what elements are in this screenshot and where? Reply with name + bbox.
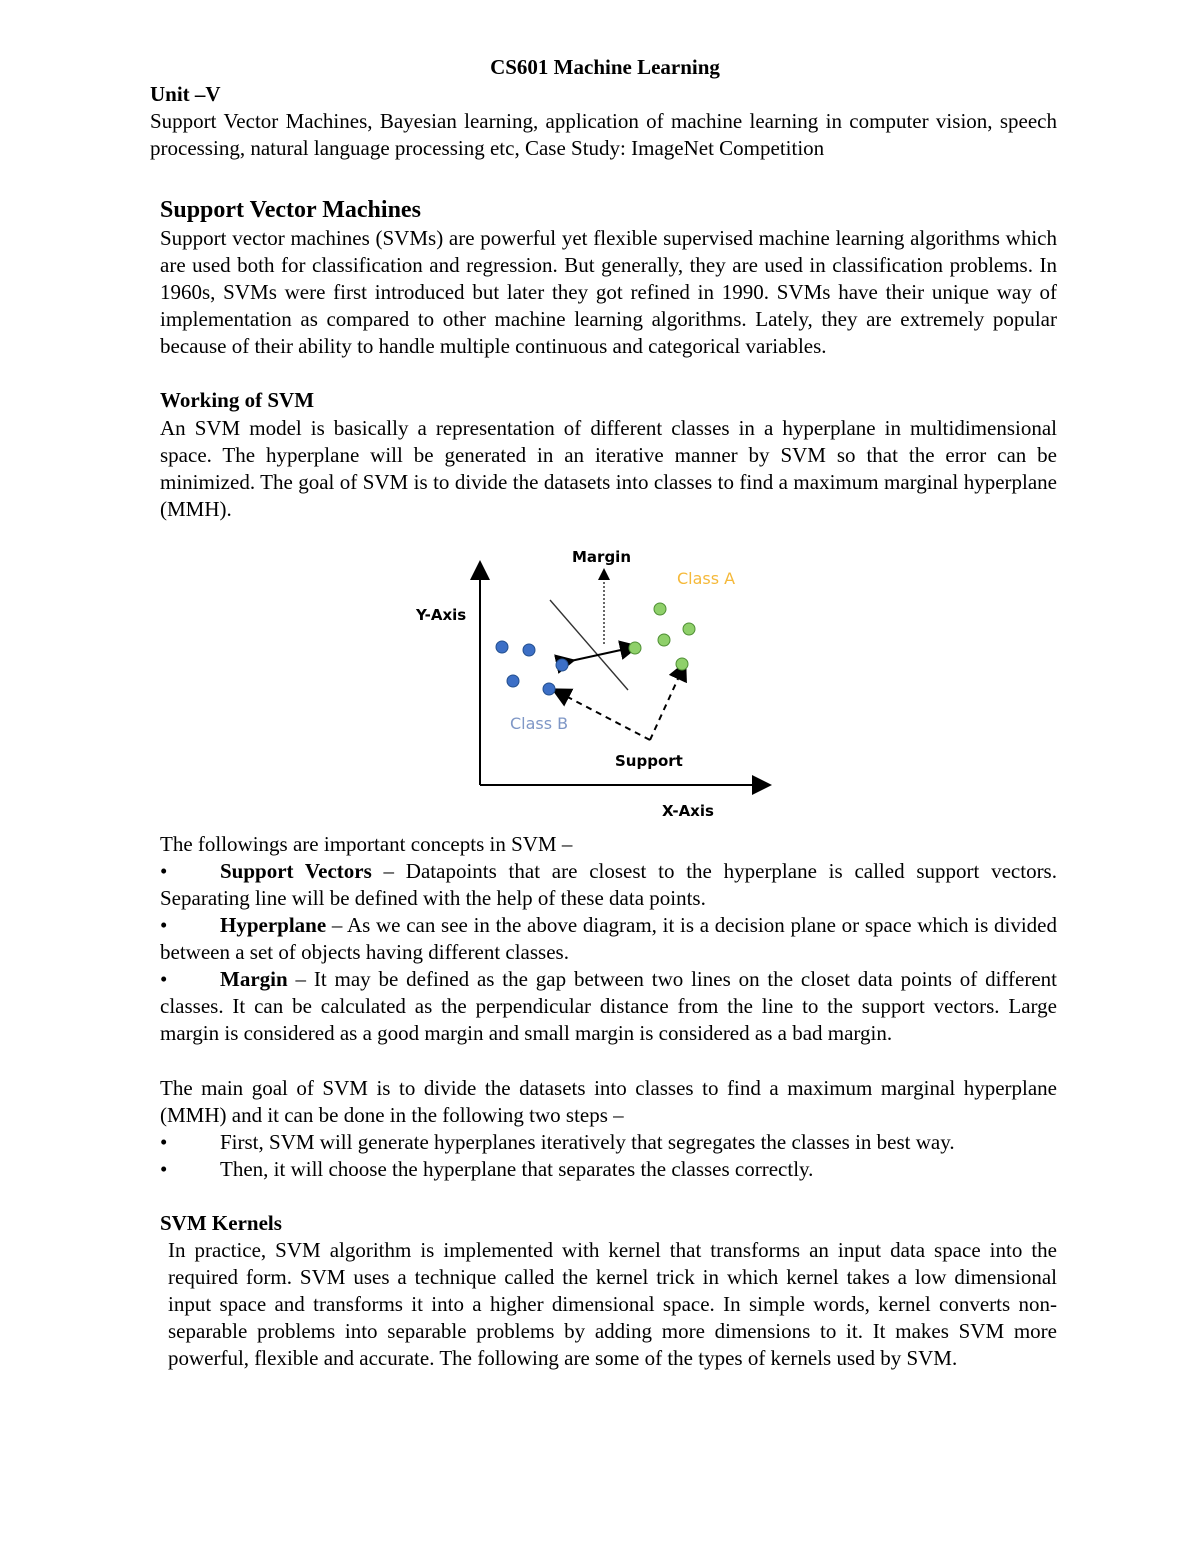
concept-item-margin: • Margin – It may be defined as the gap between two lines on the closet data points of different classes. It can be calculated as the perpendicular distance from the line to the support vectors. Large margin is considered as a good margin and small margin is considered as a bad margin. [160,967,1057,1045]
class-b-point [523,644,535,656]
subheading-kernels: SVM Kernels [160,1211,282,1235]
margin-width-arrow [566,648,630,662]
svm-diagram [400,540,780,830]
support-arrow-right [650,670,682,740]
bullet-icon: • [160,967,168,991]
document-title: CS601 Machine Learning [490,55,720,79]
hyperplane-line [550,600,628,690]
class-b-point [507,675,519,687]
support-arrow-left [560,693,650,740]
y-axis-label: Y-Axis [416,606,467,624]
x-axis-label: X-Axis [662,802,714,820]
class-a-point [658,634,670,646]
svm-intro-paragraph: Support vector machines (SVMs) are powerful yet flexible supervised machine learning algorithms which are used both for classification and regression. But generally, they are used in classification problems. In 1960s, SVMs were first introduced but later they got refined in 1990. SVMs have their unique way of implementation as compared to other machine learning algorithms. Lately, they are extremely popular because of their ability to handle multiple continuous and categorical variables. [160,226,1057,358]
class-b-point [556,659,568,671]
subheading-working: Working of SVM [160,388,315,412]
kernels-paragraph: In practice, SVM algorithm is implemented with kernel that transforms an input data space into the required form. SVM uses a technique called the kernel trick in which kernel takes a low dimensional input space and transforms it into a higher dimensional space. In simple words, kernel converts non-separable problems into separable problems by adding more dimensions to it. It makes SVM more powerful, flexible and accurate. The following are some of the types of kernels used by SVM. [168,1238,1057,1370]
bullet-icon: • [160,1130,168,1154]
class-a-point [676,658,688,670]
class-b-point [496,641,508,653]
concept-item-hyperplane: • Hyperplane – As we can see in the above diagram, it is a decision plane or space which is divided between a set of objects having different classes. [160,913,1057,964]
syllabus-text: Support Vector Machines, Bayesian learning, application of machine learning in computer vision, speech processing, natural language processing etc, Case Study: ImageNet Competition [150,109,1057,160]
unit-label: Unit –V [150,82,221,106]
support-label: Support [615,752,683,770]
section-heading-svm: Support Vector Machines [160,197,421,223]
concept-item-support-vectors: • Support Vectors – Datapoints that are closest to the hyperplane is called support vectors. Separating line will be defined with the help of these data points. [160,859,1057,910]
class-a-point [629,642,641,654]
goal-paragraph: The main goal of SVM is to divide the datasets into classes to find a maximum marginal hyperplane (MMH) and it can be done in the following two steps – [160,1076,1057,1127]
class-a-label: Class A [677,569,736,588]
bullet-icon: • [160,913,168,937]
concepts-intro: The followings are important concepts in SVM – [160,832,573,856]
class-a-point [683,623,695,635]
class-b-label: Class B [510,714,569,733]
class-b-point [543,683,555,695]
class-a-point [654,603,666,615]
margin-label: Margin [572,548,632,566]
bullet-icon: • [160,859,168,883]
working-paragraph: An SVM model is basically a representation of different classes in a hyperplane in multidimensional space. The hyperplane will be generated in an iterative manner by SVM so that the error can be minimized. The goal of SVM is to divide the datasets into classes to find a maximum marginal hyperplane (MMH). [160,416,1057,521]
bullet-icon: • [160,1157,168,1181]
